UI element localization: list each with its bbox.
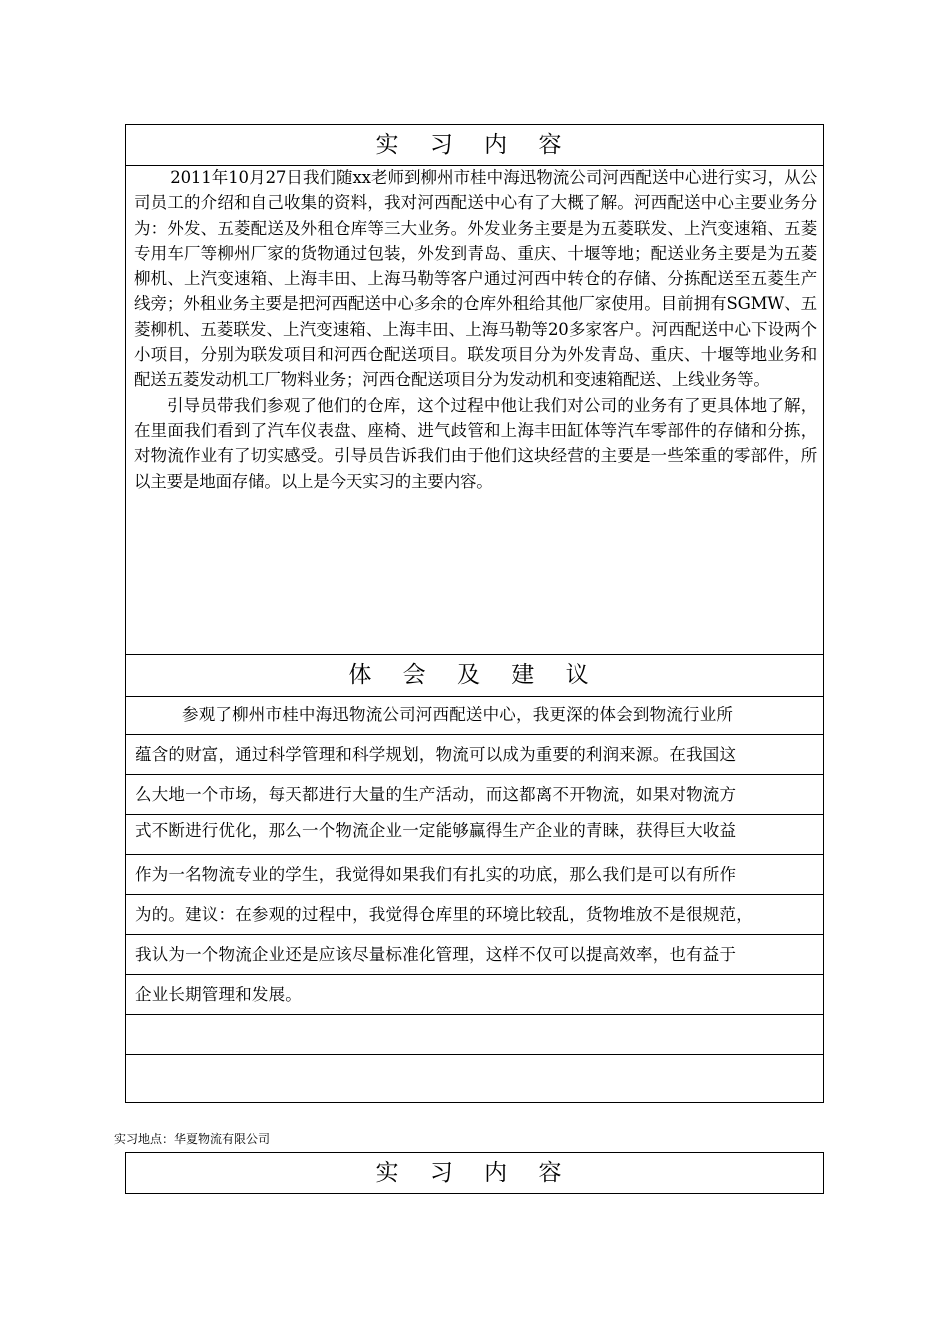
reflection-line-empty-1: [126, 1015, 823, 1055]
reflection-line-5: 作为一名物流专业的学生，我觉得如果我们有扎实的功底，那么我们是可以有所作: [126, 855, 823, 895]
internship-content-heading: 实 习 内 容: [126, 125, 823, 166]
internship-record-table: [125, 124, 824, 1103]
internship-record-table-2: [125, 1152, 824, 1194]
internship-content-body: [134, 165, 817, 654]
internship-content-heading-2: 实 习 内 容: [375, 1160, 574, 1186]
reflection-suggestion-heading: 体 会 及 建 议: [126, 654, 823, 697]
reflection-line-2: 蕴含的财富，通过科学管理和科学规划，物流可以成为重要的利润来源。在我国这: [126, 735, 823, 775]
reflection-line-4: 式不断进行优化，那么一个物流企业一定能够赢得生产企业的青睐，获得巨大收益: [126, 815, 823, 855]
content-paragraph-2: 引导员带我们参观了他们的仓库，这个过程中他让我们对公司的业务有了更具体地了解，在里面我们看到了汽车仪表盘、座椅、进气歧管和上海丰田缸体等汽车零部件的存储和分拣，对物流作业有了切实感受。引导员告诉我们由于他们这块经营的主要是一些笨重的零部件，所以主要是地面存储。以上是今天实习的主要内容。: [134, 395, 817, 491]
internship-location: 实习地点：华夏物流有限公司: [114, 1132, 271, 1146]
reflection-line-empty-2: [126, 1055, 823, 1095]
reflection-lines: [126, 695, 823, 1095]
reflection-line-6: 为的。建议：在参观的过程中，我觉得仓库里的环境比较乱，货物堆放不是很规范，: [126, 895, 823, 935]
content-paragraph-1: 2011年10月27日我们随xx老师到柳州市桂中海迅物流公司河西配送中心进行实习，从公司员工的介绍和自己收集的资料，我对河西配送中心有了大概了解。河西配送中心主要业务分为：外发、五菱配送及外租仓库等三大业务。外发业务主要是为五菱联发、上汽变速箱、五菱专用车厂等柳州厂家的货物通过包装，外发到青岛、重庆、十堰等地；配送业务主要是为五菱柳机、上汽变速箱、上海丰田、上海马勒等客户通过河西中转仓的存储、分拣配送至五菱生产线旁；外租业务主要是把河西配送中心多余的仓库外租给其他厂家使用。目前拥有SGMW、五菱柳机、五菱联发、上汽变速箱、上海丰田、上海马勒等20多家客户。河西配送中心下设两个小项目，分别为联发项目和河西仓配送项目。联发项目分为外发青岛、重庆、十堰等地业务和配送五菱发动机工厂物料业务；河西仓配送项目分为发动机和变速箱配送、上线业务等。: [134, 168, 817, 390]
reflection-line-8: 企业长期管理和发展。: [126, 975, 823, 1015]
reflection-line-3: 么大地一个市场，每天都进行大量的生产活动，而这都离不开物流，如果对物流方: [126, 775, 823, 815]
reflection-line-1: 参观了柳州市桂中海迅物流公司河西配送中心，我更深的体会到物流行业所: [126, 695, 823, 735]
reflection-line-7: 我认为一个物流企业还是应该尽量标准化管理，这样不仅可以提高效率，也有益于: [126, 935, 823, 975]
